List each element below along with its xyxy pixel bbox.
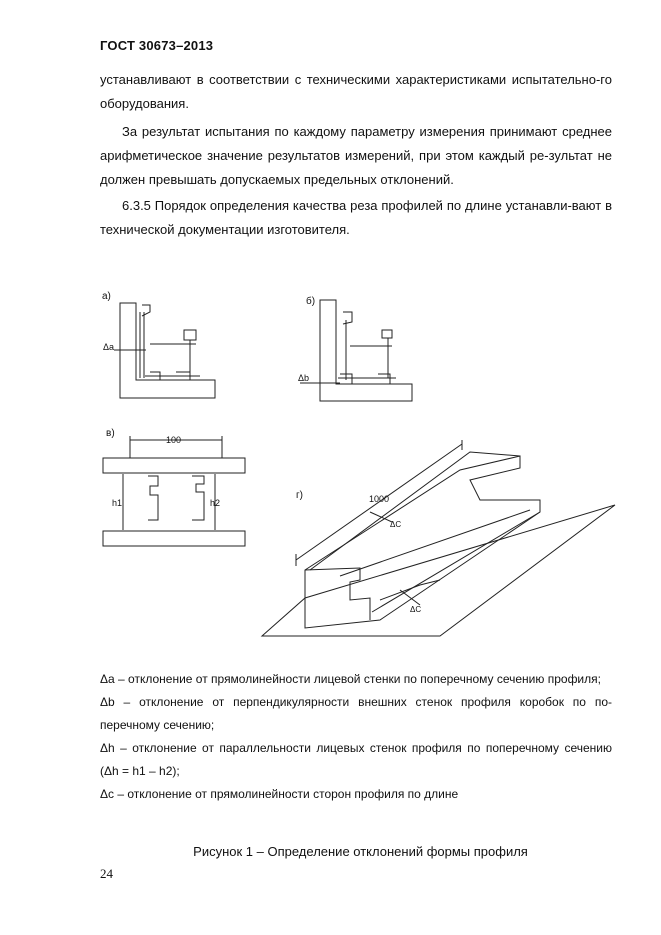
document-header: ГОСТ 30673–2013 [100,38,214,53]
label-b: б) [306,296,316,307]
legend [100,668,612,806]
dim-b: Δb [298,373,310,383]
paragraph-1: устанавливают в соответствии с техническими характеристиками испытательно-го оборудования. [100,72,612,111]
panel-a [114,303,215,398]
paragraph-3: 6.3.5 Порядок определения качества реза профилей по длине устанавли-вают в технической документации изготовителя. [100,198,612,237]
legend-item-b: Δb – отклонение от перпендикулярности внешних стенок профиля коробок по по-перечному сечению; [100,695,612,732]
page-number: 24 [100,866,113,881]
paragraph-2: За результат испытания по каждому параметру измерения принимают среднее арифметическое значение результатов измерений, при этом каждый ре-зультат не должен превышать допускаемых предельных отклонений. [100,124,612,187]
label-c: в) [106,428,115,439]
figure-caption: Рисунок 1 – Определение отклонений формы профиля [193,844,528,859]
dim-dc2: ΔC [410,605,422,614]
panel-c [103,436,245,546]
legend-item-h: Δh – отклонение от параллельности лицевых стенок профиля по поперечному сечению (Δh = h1 – h2); [100,741,612,778]
dim-dc1: ΔC [390,520,402,529]
legend-item-c: Δc – отклонение от прямолинейности сторон профиля по длине [100,787,459,801]
dim-h1: h1 [112,498,123,508]
dim-1000: 1000 [369,494,390,504]
dim-100: 100 [166,435,182,445]
label-d: г) [296,490,303,501]
label-a: а) [102,291,111,302]
panel-d [262,440,615,636]
dim-a: Δa [103,342,115,352]
panel-b [300,300,412,401]
dim-h2: h2 [210,498,221,508]
legend-item-a: Δa – отклонение от прямолинейности лицевой стенки по поперечному сечению профиля; [100,672,601,686]
